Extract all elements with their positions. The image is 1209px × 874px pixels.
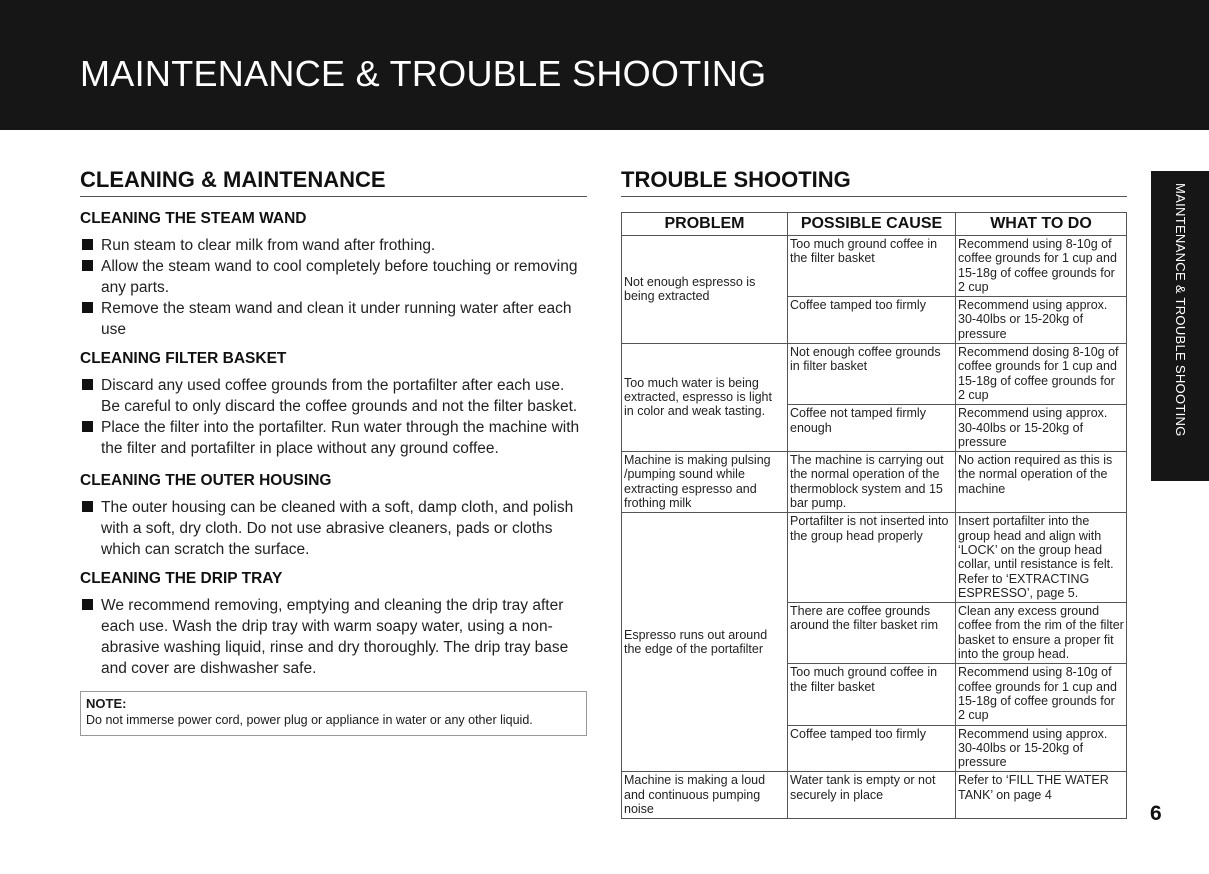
column-header-possible-cause: POSSIBLE CAUSE [788,213,956,236]
bullet-square-icon [82,501,93,512]
cause-cell: There are coffee grounds around the filter basket rim [788,603,956,664]
action-cell: Recommend using approx. 30-40lbs or 15-20kg of pressure [956,725,1127,772]
table-header-row [622,213,1127,236]
list-item [80,375,587,417]
bullet-list [80,375,587,459]
side-tab-label: MAINTENANCE & TROUBLE SHOOTING [1173,183,1188,437]
cause-cell: Too much ground coffee in the filter basket [788,236,956,297]
list-item-text: We recommend removing, emptying and cleaning the drip tray after each use. Wash the drip tray with warm soapy water, using a non-abrasive washing liquid, rinse and dry thoroughly. The drip tray base and cover are dishwasher safe. [101,597,569,677]
cause-cell: Coffee tamped too firmly [788,725,956,772]
cleaning-maintenance-heading: CLEANING & MAINTENANCE [80,167,587,197]
table-row [622,236,1127,297]
table-row [622,772,1127,819]
action-cell: Clean any excess ground coffee from the rim of the filter basket to ensure a proper fit into the group head. [956,603,1127,664]
column-header-what-to-do: WHAT TO DO [956,213,1127,236]
action-cell: Recommend using 8-10g of coffee grounds for 1 cup and 15-18g of coffee grounds for 2 cup [956,664,1127,725]
list-item [80,417,587,459]
list-item-text: The outer housing can be cleaned with a soft, damp cloth, and polish with a soft, dry cloth. Do not use abrasive cleaners, pads or cloths which can scratch the surface. [101,499,574,558]
list-item [80,595,587,679]
problem-cell: Not enough espresso is being extracted [622,236,788,344]
problem-cell: Machine is making pulsing /pumping sound while extracting espresso and frothing milk [622,452,788,513]
list-item-text: Allow the steam wand to cool completely before touching or removing any parts. [101,258,578,296]
column-header-problem: PROBLEM [622,213,788,236]
cause-cell: Portafilter is not inserted into the group head properly [788,513,956,603]
problem-cell: Espresso runs out around the edge of the portafilter [622,513,788,772]
list-item [80,256,587,298]
page-number: 6 [1150,802,1162,825]
cause-cell: Water tank is empty or not securely in place [788,772,956,819]
section-title: CLEANING THE STEAM WAND [80,210,307,227]
page-title: MAINTENANCE & TROUBLE SHOOTING [80,53,767,94]
bullet-list [80,497,587,560]
bullet-square-icon [82,379,93,390]
note-title: NOTE: [86,696,127,711]
list-item-text: Remove the steam wand and clean it under running water after each use [101,300,572,338]
list-item-text: Discard any used coffee grounds from the portafilter after each use. Be careful to only discard the coffee grounds and not the filter basket. [101,377,578,415]
cause-cell: Coffee not tamped firmly enough [788,405,956,452]
list-item-text: Place the filter into the portafilter. Run water through the machine with the filter and portafilter in place without any ground coffee. [101,419,580,457]
bullet-square-icon [82,239,93,250]
outer-housing-section [80,471,587,560]
table-row [622,513,1127,603]
problem-cell: Machine is making a loud and continuous pumping noise [622,772,788,819]
action-cell: Recommend using approx. 30-40lbs or 15-20kg of pressure [956,297,1127,344]
cause-cell: The machine is carrying out the normal operation of the thermoblock system and 15 bar pump. [788,452,956,513]
section-title: CLEANING THE OUTER HOUSING [80,472,332,489]
action-cell: Recommend dosing 8-10g of coffee grounds for 1 cup and 15-18g of coffee grounds for 2 cup [956,344,1127,405]
action-cell: Recommend using 8-10g of coffee grounds for 1 cup and 15-18g of coffee grounds for 2 cup [956,236,1127,297]
trouble-shooting-column [621,167,1127,819]
list-item [80,497,587,560]
note-box [80,691,587,736]
section-title: CLEANING FILTER BASKET [80,350,287,367]
drip-tray-section [80,569,587,679]
list-item-text: Run steam to clear milk from wand after frothing. [101,237,436,254]
list-item [80,235,587,256]
bullet-square-icon [82,421,93,432]
table-row [622,344,1127,405]
cause-cell: Not enough coffee grounds in filter basket [788,344,956,405]
problem-cell: Too much water is being extracted, espresso is light in color and weak tasting. [622,344,788,452]
cause-cell: Too much ground coffee in the filter basket [788,664,956,725]
table-row [622,452,1127,513]
bullet-list [80,595,587,679]
trouble-shooting-table [621,212,1127,819]
bullet-square-icon [82,302,93,313]
action-cell: Recommend using approx. 30-40lbs or 15-20kg of pressure [956,405,1127,452]
action-cell: Refer to ‘FILL THE WATER TANK’ on page 4 [956,772,1127,819]
trouble-shooting-heading: TROUBLE SHOOTING [621,167,1127,197]
steam-wand-section [80,209,587,340]
section-title: CLEANING THE DRIP TRAY [80,570,283,587]
list-item [80,298,587,340]
action-cell: Insert portafilter into the group head and align with ‘LOCK’ on the group head collar, until resistance is felt. Refer to ‘EXTRACTING ESPRESSO’, page 5. [956,513,1127,603]
action-cell: No action required as this is the normal operation of the machine [956,452,1127,513]
note-text: Do not immerse power cord, power plug or appliance in water or any other liquid. [86,713,533,727]
cleaning-maintenance-column [80,167,587,736]
bullet-list [80,235,587,340]
bullet-square-icon [82,260,93,271]
bullet-square-icon [82,599,93,610]
filter-basket-section [80,349,587,459]
cause-cell: Coffee tamped too firmly [788,297,956,344]
